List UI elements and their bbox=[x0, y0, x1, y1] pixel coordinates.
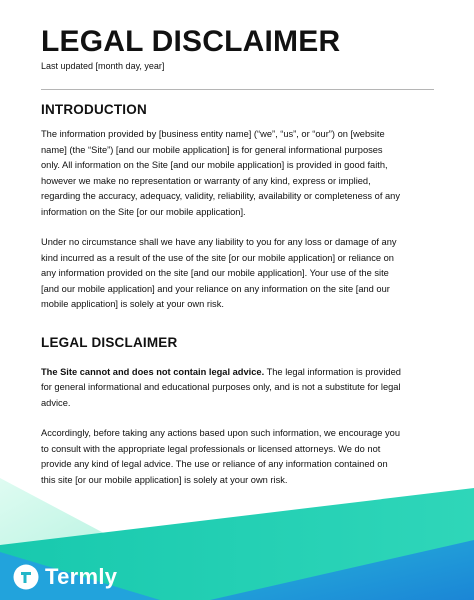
section-heading-introduction: INTRODUCTION bbox=[41, 102, 147, 117]
text-line: kind incurred as a result of the use of the site [or our mobile application] or reliance on bbox=[41, 252, 394, 263]
text-line: mobile application] is solely at your own risk. bbox=[41, 299, 224, 309]
text-line: name] (the “Site”) [and our mobile application] is for general informational purposes bbox=[41, 144, 383, 155]
text-line: Under no circumstance shall we have any liability to you for any loss or damage of any bbox=[41, 237, 397, 247]
text-line: to consult with the appropriate legal professionals or licensed attorneys. We do not bbox=[41, 443, 381, 454]
paragraph-legal-1 bbox=[41, 365, 435, 412]
section-heading-legal-disclaimer: LEGAL DISCLAIMER bbox=[41, 334, 178, 350]
title-divider bbox=[41, 89, 434, 90]
text-line: regarding the accuracy, adequacy, validity, reliability, availability or completeness of any bbox=[41, 191, 400, 201]
text-line: however we make no representation or warranty of any kind, express or implied, bbox=[41, 175, 371, 186]
text-line: Accordingly, before taking any actions based upon such information, we encourage you bbox=[41, 428, 401, 438]
text-line: this site [or our mobile application] is solely at your own risk. bbox=[41, 474, 288, 485]
paragraph-intro-1 bbox=[41, 127, 435, 220]
text-line: provide any kind of legal advice. The use or reliance of any information contained on bbox=[41, 459, 388, 469]
termly-logo-icon bbox=[13, 564, 39, 590]
text-line bbox=[41, 365, 435, 381]
text-line: for general informational and educational purposes only, and is not a substitute for legal bbox=[41, 382, 401, 392]
text-line: information on the Site [or our mobile application]. bbox=[41, 206, 246, 217]
paragraph-intro-2 bbox=[41, 235, 435, 313]
paragraph-legal-2 bbox=[41, 426, 435, 488]
brand-name: Termly bbox=[45, 564, 118, 589]
last-updated-text: Last updated [month day, year] bbox=[41, 61, 165, 71]
text-line: [and our mobile application] and your reliance on any information on the site [and our bbox=[41, 283, 390, 294]
text-line: any information provided on the site [and our mobile application]. Your use of the site bbox=[41, 268, 389, 278]
text-line: The information provided by [business entity name] (“we”, “us”, or “our”) on [website bbox=[41, 129, 385, 139]
document-title: LEGAL DISCLAIMER bbox=[41, 25, 341, 58]
text-line: only. All information on the Site [and our mobile application] is provided in good faith, bbox=[41, 160, 388, 170]
termly-brand bbox=[13, 562, 117, 592]
text-line: advice. bbox=[41, 397, 71, 408]
lead-rest-text: The legal information is provided bbox=[264, 366, 401, 377]
document-body bbox=[41, 26, 435, 488]
bold-lead-text: The Site cannot and does not contain legal advice. bbox=[41, 366, 265, 377]
